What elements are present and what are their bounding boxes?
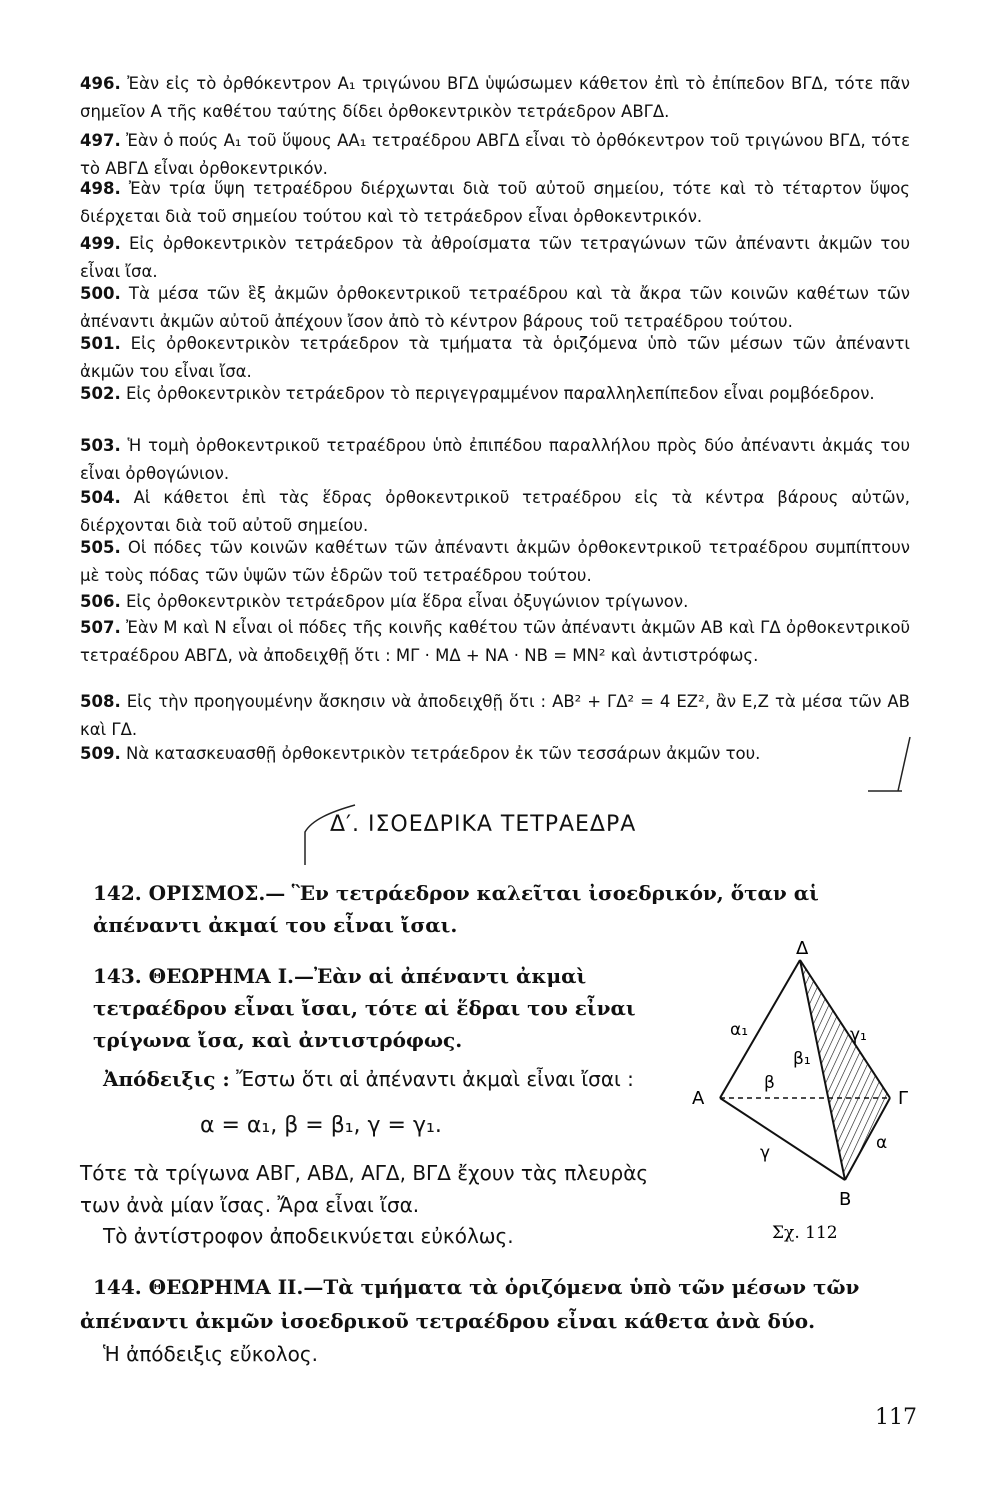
label-D: Δ [796, 938, 809, 959]
exercise-505 [80, 534, 910, 590]
exercise-text: Ἐὰν εἰς τὸ ὀρθόκεντρον A₁ τριγώνου ΒΓΔ ὑψώσωμεν κάθετον ἐπὶ τὸ ἐπίπεδον ΒΓΔ, τότε πᾶν σημεῖον Α τῆς καθέτου ταύτης δίδει ὀρθοκεντρικὸν τετράεδρον ΑΒΓΔ. [80, 74, 910, 121]
figure-caption: Σχ. 112 [772, 1223, 838, 1243]
exercise-text: Εἰς ὀρθοκεντρικὸν τετράεδρον τὰ ἀθροίσματα τῶν τετραγώνων τῶν ἀπέναντι ἀκμῶν του εἶναι ἴσα. [80, 234, 911, 281]
exercise-text: Νὰ κατασκευασθῇ ὀρθοκεντρικὸν τετράεδρον ἐκ τῶν τεσσάρων ἀκμῶν του. [125, 744, 761, 763]
exercise-text: Τὰ μέσα τῶν ἓξ ἀκμῶν ὀρθοκεντρικοῦ τετραέδρου καὶ τὰ ἄκρα τῶν κοινῶν καθέτων τῶν ἀπέναντι ἀκμῶν αὐτοῦ ἀπέχουν ἴσον ἀπὸ τὸ κέντρον βάρους τοῦ τετραέδρου τούτου. [80, 284, 911, 331]
exercise-504 [80, 484, 910, 540]
exercise-501 [80, 330, 910, 386]
exercise-number: 498. [80, 179, 121, 198]
proof-line-2: Τὸ ἀντίστροφον ἀποδεικνύεται εὐκόλως. [103, 1224, 514, 1248]
exercise-text: Ἐὰν τρία ὕψη τετραέδρου διέρχωνται διὰ τοῦ αὐτοῦ σημείου, τότε καὶ τὸ τέταρτον ὕψος διέρχεται διὰ τοῦ σημείου τούτου καὶ τὸ τετράεδρον εἶναι ὀρθοκεντρικόν. [80, 179, 910, 226]
label-g: γ [760, 1143, 771, 1163]
exercise-500 [80, 280, 910, 336]
label-g1: γ₁ [850, 1025, 867, 1045]
exercise-496 [80, 70, 910, 126]
theorem-text: Τὰ τμήματα τὰ ὁριζόμενα ὑπὸ τῶν μέσων τῶν ἀπέναντι ἀκμῶν ἰσοεδρικοῦ τετραέδρου εἶναι κάθετα ἀνὰ δύο. [80, 1275, 860, 1333]
label-G: Γ [898, 1088, 909, 1109]
label-a1: α₁ [730, 1020, 749, 1040]
exercise-text: Εἰς ὀρθοκεντρικὸν τετράεδρον τὸ περιγεγραμμένον παραλληλεπίπεδον εἶναι ρομβόεδρον. [125, 384, 875, 403]
definition-142 [93, 877, 913, 941]
proof-equation: α = α₁, β = β₁, γ = γ₁. [200, 1113, 442, 1138]
definition-text: Ἓν τετράεδρον καλεῖται ἰσοεδρικόν, ὅταν αἱ ἀπέναντι ἀκμαί του εἶναι ἴσαι. [93, 881, 819, 937]
label-A: Α [692, 1088, 705, 1109]
edge-AB [720, 1098, 845, 1180]
exercise-499 [80, 230, 910, 286]
exercise-number: 499. [80, 234, 121, 253]
exercise-text: Αἱ κάθετοι ἐπὶ τὰς ἕδρας ὀρθοκεντρικοῦ τετραέδρου εἰς τὰ κέντρα βάρους αὐτῶν, διέρχονται διὰ τοῦ αὐτοῦ σημείου. [80, 488, 910, 535]
label-B: Β [839, 1189, 852, 1210]
theorem-144-proof: Ἡ ἀπόδειξις εὔκολος. [103, 1342, 318, 1366]
label-a: α [876, 1133, 888, 1153]
exercise-text: Εἰς τὴν προηγουμένην ἄσκησιν νὰ ἀποδειχθῇ ὅτι : ΑΒ² + ΓΔ² = 4 ΕΖ², ἂν Ε,Ζ τὰ μέσα τῶν ΑΒ καὶ ΓΔ. [80, 692, 910, 739]
exercise-number: 502. [80, 384, 121, 403]
proof-line-1: Τότε τὰ τρίγωνα ΑΒΓ, ΑΒΔ, ΑΓΔ, ΒΓΔ ἔχουν τὰς πλευρὰς των ἀνὰ μίαν ἴσας. Ἄρα εἶναι ἴσα. [80, 1161, 649, 1217]
label-b1: β₁ [793, 1049, 811, 1069]
page-number: 117 [875, 1405, 917, 1430]
exercise-508 [80, 688, 910, 744]
exercise-text: Οἱ πόδες τῶν κοινῶν καθέτων τῶν ἀπέναντι ἀκμῶν ὀρθοκεντρικοῦ τετραέδρου συμπίπτουν μὲ τοὺς πόδας τῶν ὑψῶν τῶν ἑδρῶν τοῦ τετραέδρου τούτου. [80, 538, 911, 585]
label-b: β [764, 1073, 775, 1093]
section-title: Δ′. ΙΣΟΕΔΡΙΚΑ ΤΕΤΡΑΕΔΡΑ [330, 812, 637, 837]
exercise-text: Ἐὰν ὁ πούς A₁ τοῦ ὕψους ΑA₁ τετραέδρου ΑΒΓΔ εἶναι τὸ ὀρθόκεντρον τοῦ τριγώνου ΒΓΔ, τότε τὸ ΑΒΓΔ εἶναι ὀρθοκεντρικόν. [80, 131, 911, 178]
exercise-number: 501. [80, 334, 121, 353]
theorem-144 [80, 1270, 918, 1338]
exercise-number: 505. [80, 538, 121, 557]
theorem-label: 144. ΘΕΩΡΗΜΑ ΙΙ.— [93, 1275, 324, 1299]
exercise-509 [80, 740, 910, 768]
exercise-text: Εἰς ὀρθοκεντρικὸν τετράεδρον μία ἕδρα εἶναι ὀξυγώνιον τρίγωνον. [125, 592, 689, 611]
exercise-number: 504. [80, 488, 121, 507]
exercise-text: Εἰς ὀρθοκεντρικὸν τετράεδρον τὰ τμήματα τὰ ὁριζόμενα ὑπὸ τῶν μέσων τῶν ἀπέναντι ἀκμῶν του εἶναι ἴσα. [80, 334, 910, 381]
exercise-number: 509. [80, 744, 121, 763]
definition-label: 142. ΟΡΙΣΜΟΣ.— [93, 881, 286, 905]
theorem-text: Ἐὰν αἱ ἀπέναντι ἀκμαὶ τετραέδρου εἶναι ἴσαι, τότε αἱ ἕδραι του εἶναι τρίγωνα ἴσα, καὶ ἀντιστρόφως. [93, 964, 636, 1052]
exercise-507 [80, 614, 910, 670]
figure-tetrahedron [692, 938, 930, 1250]
theorem-143 [93, 960, 683, 1056]
exercise-number: 506. [80, 592, 121, 611]
exercise-number: 496. [80, 74, 121, 93]
exercise-text: Ἡ τομὴ ὀρθοκεντρικοῦ τετραέδρου ὑπὸ ἐπιπέδου παραλλήλου πρὸς δύο ἀπέναντι ἀκμάς του εἶναι ὀρθογώνιον. [80, 436, 911, 483]
exercise-506 [80, 588, 910, 616]
exercise-number: 497. [80, 131, 121, 150]
handwritten-mark [860, 735, 920, 795]
exercise-text: Ἐὰν Μ καὶ Ν εἶναι οἱ πόδες τῆς κοινῆς καθέτου τῶν ἀπέναντι ἀκμῶν ΑΒ καὶ ΓΔ ὀρθοκεντρικοῦ τετραέδρου ΑΒΓΔ, νὰ ἀποδειχθῇ ὅτι : ΜΓ · ΜΔ + ΝΑ · ΝΒ = ΜΝ² καὶ ἀντιστρόφως. [80, 618, 910, 665]
exercise-502 [80, 380, 910, 408]
theorem-label: 143. ΘΕΩΡΗΜΑ Ι.— [93, 964, 315, 988]
exercise-number: 500. [80, 284, 121, 303]
exercise-number: 508. [80, 692, 121, 711]
exercise-number: 503. [80, 436, 121, 455]
exercise-number: 507. [80, 618, 121, 637]
proof-label: Ἀπόδειξις : [103, 1067, 230, 1091]
exercise-498 [80, 175, 910, 231]
proof-intro-text: Ἔστω ὅτι αἱ ἀπέναντι ἀκμαὶ εἶναι ἴσαι : [236, 1067, 634, 1091]
proof-intro [103, 1063, 693, 1095]
exercise-503 [80, 432, 910, 488]
